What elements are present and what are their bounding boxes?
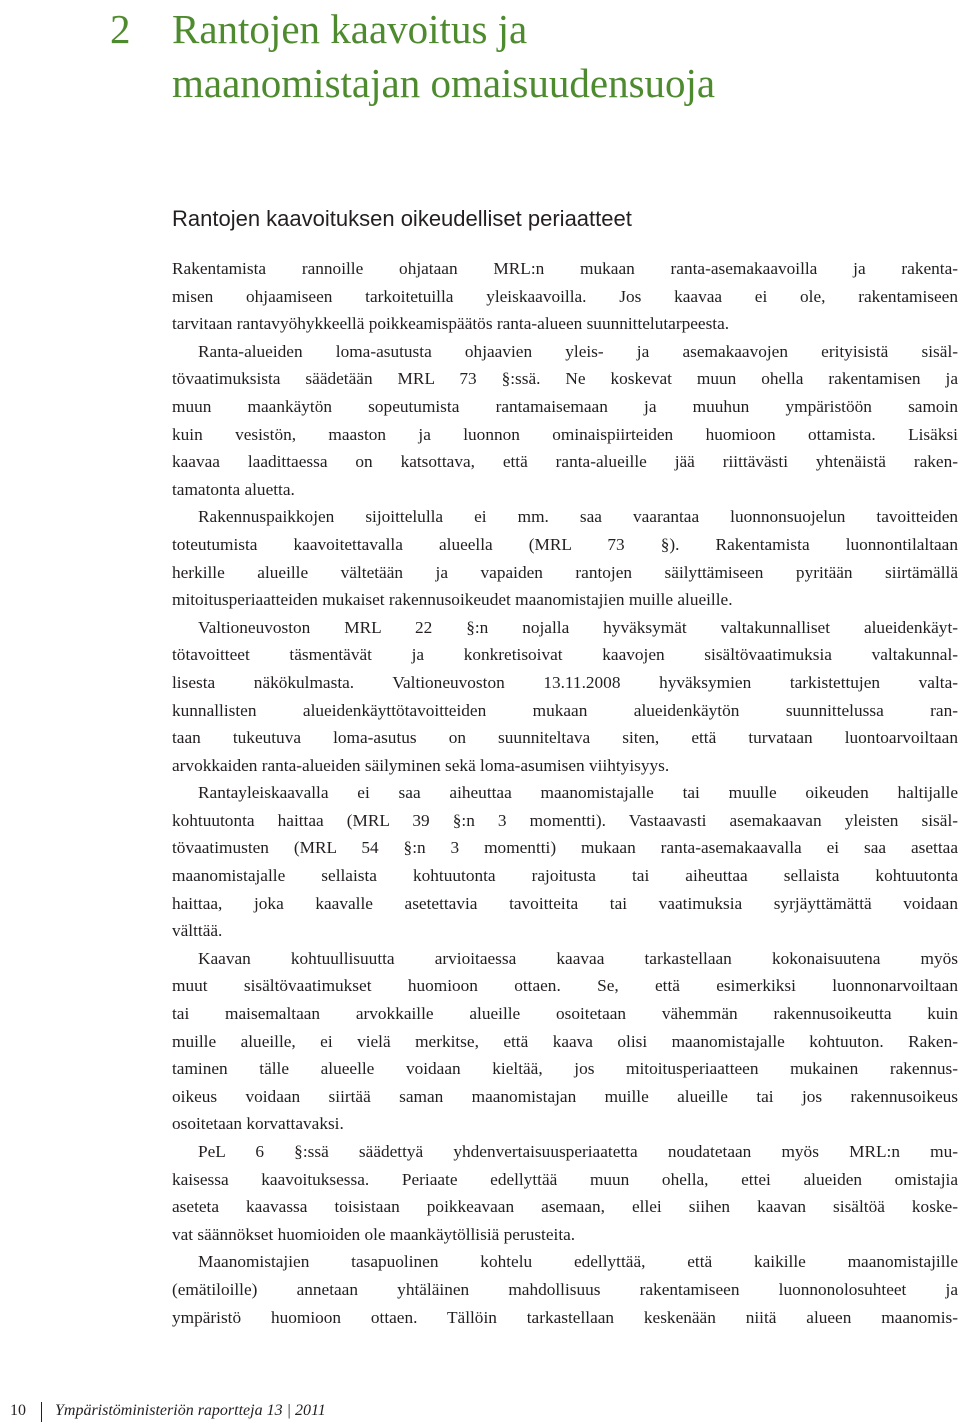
text-line: tövaatimusten (MRL 54 §:n 3 momentti) mukaan ranta-asemakaavalla ei saa asettaa: [172, 838, 958, 858]
text-line: kunnallisten alueidenkäyttötavoitteiden mukaan alueidenkäytön suunnittelussa ran-: [172, 700, 958, 720]
page-footer: [0, 1400, 400, 1422]
chapter-title: [172, 2, 932, 110]
text-line: Rakennuspaikkojen sijoittelulla ei mm. saa vaarantaa luonnonsuojelun tavoitteiden: [198, 507, 958, 527]
text-line: muille alueille, ei vielä merkitse, että kaava olisi maanomistajalle kohtuuton. Raken-: [172, 1031, 958, 1051]
text-line: välttää.: [172, 921, 223, 941]
text-line: Rakentamista rannoille ohjataan MRL:n mukaan ranta-asemakaavoilla ja rakenta-: [172, 259, 958, 278]
chapter-number: 2: [110, 6, 131, 52]
text-line: herkille alueille vältetään ja vapaiden rantojen säilyttämiseen pyritään siirtämällä: [172, 562, 958, 582]
text-line: kuin vesistön, maaston ja luonnon ominaispiirteiden huomioon ottamista. Lisäksi: [172, 424, 958, 444]
text-line: ympäristö huomioon ottaen. Tällöin tarkastellaan keskenään niitä alueen maanomis-: [172, 1307, 958, 1327]
text-line: arvokkaiden ranta-alueiden säilyminen sekä loma-asumisen viihtyisyys.: [172, 755, 670, 775]
page-number: 10: [10, 1402, 26, 1419]
text-line: maanomistajalle sellaista kohtuutonta rajoitusta tai aiheuttaa sellaista kohtuutonta: [172, 866, 958, 886]
text-line: osoitetaan korvattavaksi.: [172, 1114, 344, 1134]
text-line: Kaavan kohtuullisuutta arvioitaessa kaavaa tarkastellaan kokonaisuutena myös: [198, 948, 958, 968]
text-line: toteutumista kaavoitettavalla alueella (MRL 73 §). Rakentamista luonnontilaltaan: [172, 534, 958, 554]
text-line: Valtioneuvoston MRL 22 §:n nojalla hyväksymät valtakunnalliset alueidenkäyt-: [198, 617, 958, 637]
text-line: haittaa, joka kaavalle asetettavia tavoitteita tai vaatimuksia syrjäyttämättä voidaan: [172, 893, 958, 913]
text-line: tamatonta aluetta.: [172, 479, 295, 499]
text-line: kaisessa kaavoituksessa. Periaate edellyttää muun ohella, ettei alueiden omistajia: [172, 1169, 958, 1189]
text-line: tarvitaan rantavyöhykkeellä poikkeamispäätös ranta-alueen suunnittelutarpeesta.: [172, 314, 730, 334]
footer-divider: [41, 1402, 42, 1422]
text-line: kaavaa laadittaessa on katsottava, että ranta-alueille jää riittävästi yhtenäistä raken-: [172, 452, 958, 472]
text-line: tövaatimuksista säädetään MRL 73 §:ssä. Ne koskevat muun ohella rakentamisen ja: [172, 369, 958, 389]
section-heading: Rantojen kaavoituksen oikeudelliset periaatteet: [172, 206, 632, 231]
chapter-title-line: maanomistajan omaisuudensuoja: [172, 60, 716, 106]
text-line: muun maankäytön sopeutumista rantamaisemaan ja muuhun ympäristöön samoin: [172, 396, 958, 416]
text-line: (emätiloille) annetaan yhtäläinen mahdollisuus rakentamiseen luonnonolosuhteet ja: [172, 1279, 958, 1299]
text-line: kohtuutonta haittaa (MRL 39 §:n 3 momentti). Vastaavasti asemakaavan yleisten sisäl-: [172, 810, 958, 830]
text-line: misen ohjaamiseen tarkoitetuilla yleiskaavoilla. Jos kaavaa ei ole, rakentamiseen: [172, 286, 958, 306]
text-line: muut sisältövaatimukset huomioon ottaen. Se, että esimerkiksi luonnonarvoiltaan: [172, 976, 958, 996]
report-series: Ympäristöministeriön raportteja 13 | 2011: [55, 1402, 326, 1419]
text-line: taan tukeutuva loma-asutus on suunniteltava siten, että turvataan luontoarvoiltaan: [172, 728, 958, 748]
text-line: lisesta näkökulmasta. Valtioneuvoston 13.11.2008 hyväksymien tarkistettujen valta-: [172, 672, 958, 692]
text-line: tai maisemaltaan arvokkaille alueille osoitetaan vähemmän rakennusoikeutta kuin: [172, 1004, 958, 1024]
text-line: taminen tälle alueelle voidaan kieltää, jos mitoitusperiaatteen mukainen rakennus-: [172, 1059, 958, 1079]
text-line: Maanomistajien tasapuolinen kohtelu edellyttää, että kaikille maanomistajille: [198, 1252, 958, 1272]
text-line: PeL 6 §:ssä säädettyä yhdenvertaisuusperiaatetta noudatetaan myös MRL:n mu-: [198, 1142, 958, 1161]
text-line: oikeus voidaan siirtää saman maanomistajan muille alueille tai jos rakennusoikeus: [172, 1086, 958, 1106]
text-line: aseteta kaavassa toisistaan poikkeavaan asemaan, ellei siihen kaavan sisältöä koske-: [172, 1197, 958, 1217]
text-line: Ranta-alueiden loma-asutusta ohjaavien yleis- ja asemakaavojen erityisistä sisäl-: [198, 341, 958, 361]
text-line: vat säännökset huomioiden ole maankäytöllisiä perusteita.: [172, 1224, 576, 1244]
text-line: Rantayleiskaavalla ei saa aiheuttaa maanomistajalle tai muulle oikeuden haltijalle: [198, 783, 958, 803]
text-line: mitoitusperiaatteiden mukaiset rakennusoikeudet maanomistajien muille alueille.: [172, 590, 733, 610]
text-line: tötavoitteet täsmentävät ja konkretisoivat kaavojen sisältövaatimuksia valtakunnal-: [172, 645, 958, 665]
chapter-title-line: Rantojen kaavoitus ja: [172, 6, 528, 52]
body-text: [172, 255, 958, 1331]
